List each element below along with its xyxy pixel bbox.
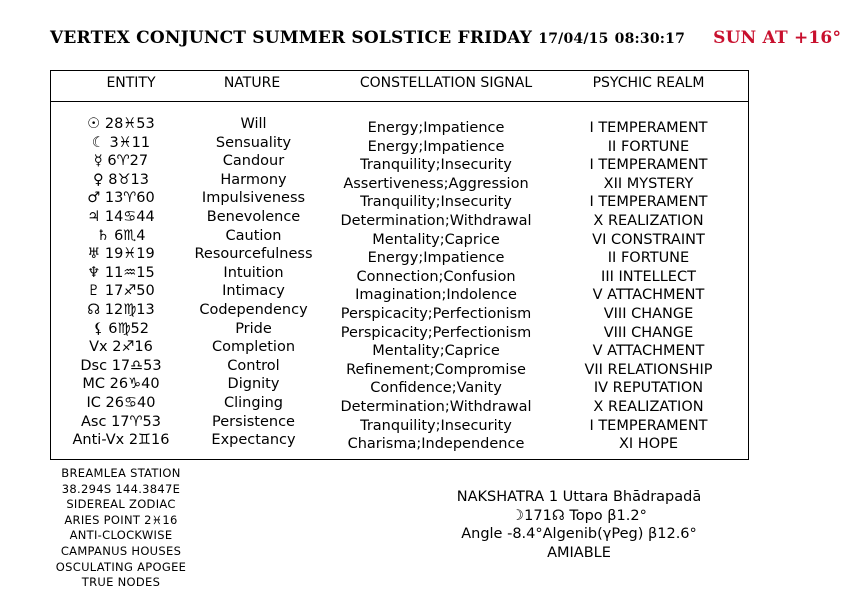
- entity-cell: ☾ 3♓11: [91, 134, 151, 151]
- entity-cell: ♀ 8♉13: [93, 171, 149, 188]
- entity-cell: Dsc 17♎53: [80, 357, 162, 374]
- entity-cell: IC 26♋40: [86, 394, 156, 411]
- entity-cell: ♄ 6♏4: [96, 227, 146, 244]
- nature-cell: Dignity: [227, 376, 280, 393]
- table-row: [51, 320, 748, 339]
- entity-cell: ⚸ 6♍52: [93, 320, 149, 337]
- location-line: 38.294S 144.3847E: [61, 481, 181, 496]
- signal-cell: Energy;Impatience: [367, 250, 505, 267]
- nature-cell: Intuition: [223, 264, 284, 281]
- entity-cell: ♃ 14♋44: [87, 208, 155, 225]
- entity-cell: ☉ 28♓53: [87, 116, 155, 132]
- signal-cell: Tranquility;Insecurity: [360, 194, 512, 211]
- nature-cell: Pride: [235, 320, 272, 337]
- realm-cell: V ATTACHMENT: [592, 287, 705, 304]
- nature-cell: Impulsiveness: [201, 190, 306, 207]
- realm-cell: III INTELLECT: [601, 268, 696, 285]
- signal-cell: Tranquility;Insecurity: [360, 157, 512, 174]
- table-row: [51, 245, 748, 267]
- realm-cell: I TEMPERAMENT: [589, 417, 708, 434]
- table-row: [51, 413, 748, 432]
- title-time: 08:30:17: [614, 31, 686, 47]
- column-header-realm: PSYCHIC REALM: [592, 75, 705, 91]
- signal-cell: Energy;Impatience: [367, 138, 505, 155]
- nature-cell: Harmony: [220, 171, 287, 188]
- column-header-signal: CONSTELLATION SIGNAL: [359, 75, 533, 91]
- entity-cell: ♅ 19♓19: [87, 246, 155, 263]
- location-line: CAMPANUS HOUSES: [60, 543, 182, 558]
- nature-cell: Codependency: [199, 301, 308, 318]
- entity-cell: ♇ 17♐50: [87, 283, 155, 300]
- column-header-entity: ENTITY: [106, 75, 156, 91]
- realm-cell: II FORTUNE: [607, 250, 690, 267]
- nakshatra-line: ☽171☊ Topo β1.2°: [511, 507, 647, 524]
- location-line: SIDEREAL ZODIAC: [66, 497, 176, 512]
- signal-cell: Refinement;Compromise: [346, 361, 526, 378]
- nature-cell: Completion: [211, 339, 296, 356]
- location-line: BREAMLEA STATION: [61, 466, 181, 480]
- column-header-nature: NATURE: [223, 75, 281, 91]
- signal-cell: Charisma;Independence: [347, 436, 525, 453]
- table-row: [51, 394, 748, 413]
- entity-cell: Asc 17♈53: [81, 413, 161, 430]
- signal-cell: Imagination;Indolence: [355, 287, 517, 304]
- title-text: VERTEX CONJUNCT SUMMER SOLSTICE FRIDAY: [50, 28, 533, 48]
- table-row: [51, 264, 748, 283]
- table-row: [51, 189, 748, 211]
- table-row: [51, 171, 748, 190]
- realm-cell: VIII CHANGE: [603, 305, 694, 322]
- table-row: [51, 357, 748, 376]
- nature-cell: Benevolence: [206, 208, 301, 225]
- page-title: [50, 28, 841, 48]
- entity-cell: ☿ 6♈27: [93, 153, 149, 170]
- signal-cell: Connection;Confusion: [356, 268, 516, 285]
- nature-cell: Caution: [225, 227, 282, 244]
- nature-cell: Control: [227, 357, 280, 374]
- realm-cell: V ATTACHMENT: [592, 343, 705, 360]
- table-row: [51, 301, 748, 320]
- sun-position: SUN AT +16°: [713, 28, 841, 48]
- table-row: [51, 227, 748, 246]
- location-line: OSCULATING APOGEE: [55, 559, 187, 574]
- realm-cell: I TEMPERAMENT: [589, 157, 708, 174]
- entity-cell: ☊ 12♍13: [87, 301, 155, 318]
- header-divider: [51, 101, 748, 102]
- realm-cell: VIII CHANGE: [603, 324, 694, 341]
- table-row: [51, 431, 748, 453]
- entity-cell: ♂ 13♈60: [87, 190, 155, 207]
- nakshatra-info: [430, 488, 728, 562]
- signal-cell: Confidence;Vanity: [370, 380, 502, 397]
- table-row: [51, 152, 748, 174]
- signal-cell: Perspicacity;Perfectionism: [340, 305, 532, 322]
- signal-cell: Determination;Withdrawal: [340, 398, 532, 415]
- table-row: [51, 282, 748, 304]
- realm-cell: X REALIZATION: [593, 398, 704, 415]
- nature-cell: Will: [240, 116, 267, 132]
- title-date: 17/04/15: [538, 31, 609, 47]
- nature-cell: Intimacy: [222, 283, 285, 300]
- table-row: [51, 115, 748, 134]
- signal-cell: Mentality;Caprice: [372, 231, 500, 248]
- location-line: ANTI-CLOCKWISE: [69, 528, 173, 543]
- table-row: [51, 338, 748, 360]
- nature-cell: Persistence: [212, 413, 295, 430]
- nature-cell: Candour: [222, 153, 285, 170]
- table-row: [51, 208, 748, 227]
- location-settings: [45, 466, 197, 591]
- signal-cell: Mentality;Caprice: [372, 343, 500, 360]
- realm-cell: IV REPUTATION: [593, 380, 704, 397]
- realm-cell: I TEMPERAMENT: [589, 120, 708, 136]
- realm-cell: I TEMPERAMENT: [589, 194, 708, 211]
- nature-cell: Clinging: [224, 394, 283, 411]
- realm-cell: VI CONSTRAINT: [592, 231, 705, 248]
- location-line: ARIES POINT 2♓16: [64, 512, 178, 527]
- nature-cell: Sensuality: [215, 134, 292, 151]
- realm-cell: II FORTUNE: [607, 138, 690, 155]
- realm-cell: VII RELATIONSHIP: [584, 361, 713, 378]
- entity-table: [50, 70, 749, 460]
- realm-cell: XI HOPE: [618, 436, 679, 453]
- table-row: [51, 375, 748, 397]
- entity-cell: MC 26♑40: [82, 376, 160, 393]
- location-line: TRUE NODES: [81, 575, 161, 590]
- signal-cell: Perspicacity;Perfectionism: [340, 324, 532, 341]
- signal-cell: Determination;Withdrawal: [340, 212, 532, 229]
- nature-cell: Expectancy: [211, 432, 296, 449]
- entity-cell: ♆ 11♒15: [87, 264, 155, 281]
- entity-cell: Anti-Vx 2♊16: [72, 432, 170, 449]
- nakshatra-line: NAKSHATRA 1 Uttara Bhādrapadā: [456, 489, 702, 505]
- nature-cell: Resourcefulness: [194, 246, 313, 263]
- entity-cell: Vx 2♐16: [89, 339, 153, 356]
- nakshatra-line: Angle -8.4°Algenib(γPeg) β12.6°: [461, 526, 697, 542]
- signal-cell: Energy;Impatience: [367, 120, 505, 136]
- table-body: [51, 115, 748, 453]
- signal-cell: Assertiveness;Aggression: [343, 175, 529, 192]
- realm-cell: X REALIZATION: [593, 212, 704, 229]
- nakshatra-line: AMIABLE: [547, 544, 611, 561]
- signal-cell: Tranquility;Insecurity: [360, 417, 512, 434]
- table-row: [51, 134, 748, 153]
- realm-cell: XII MYSTERY: [603, 175, 694, 192]
